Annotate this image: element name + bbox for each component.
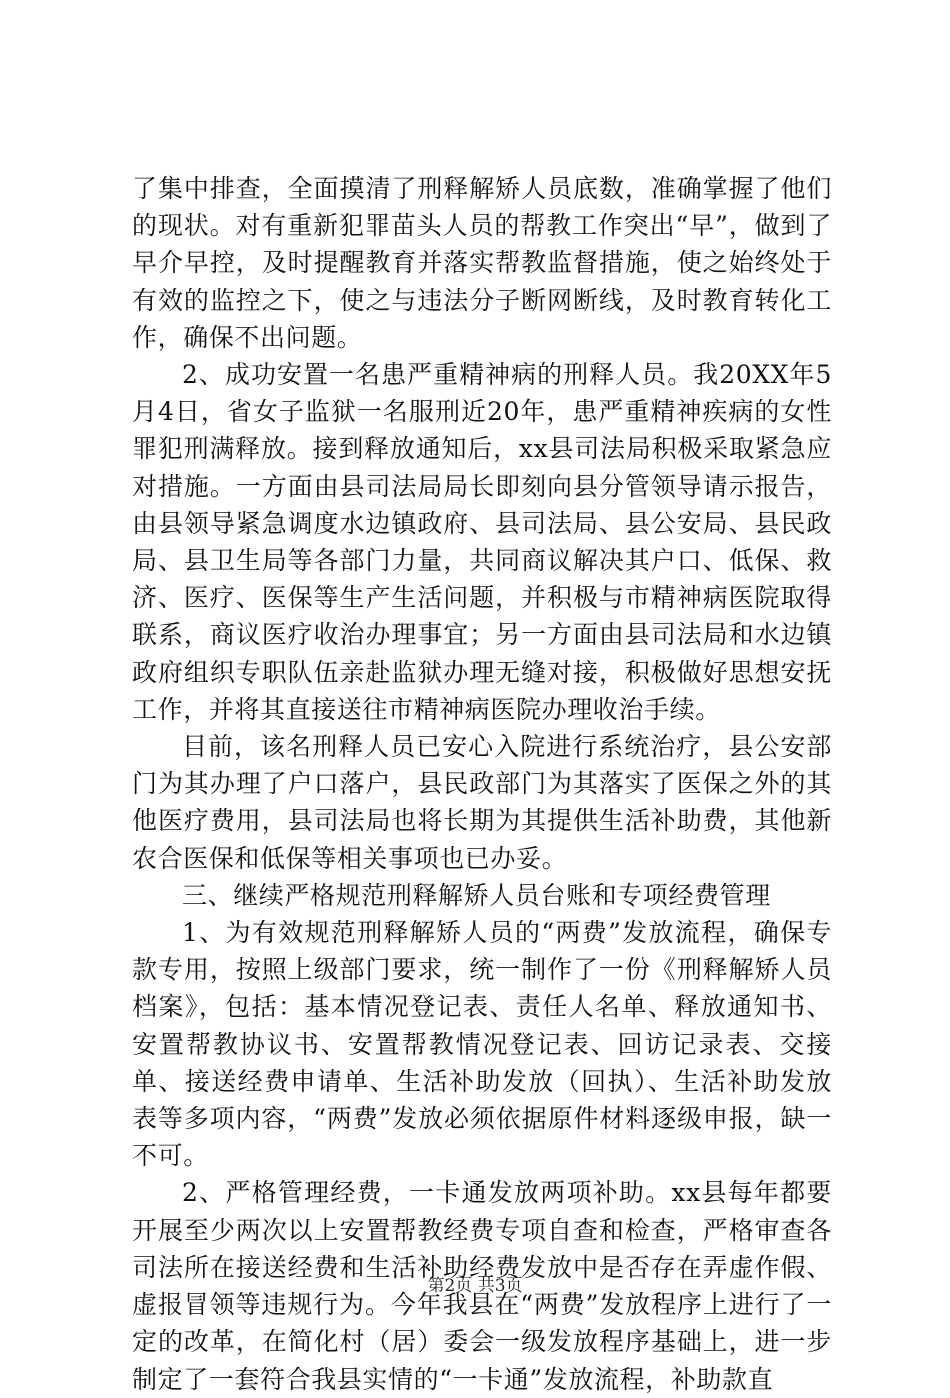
paragraph-2: 2、成功安置一名患严重精神病的刑释人员。我20XX年5月4日，省女子监狱一名服刑近20年，患严重精神疾病的女性罪犯刑满释放。接到释放通知后，xx县司法局积极采取紧急应对措施。一方面由县司法局局长即刻向县分管领导请示报告，由县领导紧急调度水边镇政府、县司法局、县公安局、县民政局、县卫生局等各部门力量，共同商议解决其户口、低保、救济、医疗、医保等生产生活问题，并积极与市精神病医院取得联系，商议医疗收治办理事宜；另一方面由县司法局和水边镇政府组织专职队伍亲赴监狱办理无缝对接，积极做好思想安抚工作，并将其直接送往市精神病医院办理收治手续。: [132, 360, 832, 724]
paragraph-3: 目前，该名刑释人员已安心入院进行系统治疗，县公安部门为其办理了户口落户，县民政部门为其落实了医保之外的其他医疗费用，县司法局也将长期为其提供生活补助费，其他新农合医保和低保等相关事项也已办妥。: [132, 732, 832, 873]
paragraph-1: 了集中排查，全面摸清了刑释解矫人员底数，准确掌握了他们的现状。对有重新犯罪苗头人员的帮教工作突出“早”，做到了早介早控，及时提醒教育并落实帮教监督措施，使之始终处于有效的监控之下，使之与违法分子断网断线，及时教育转化工作，确保不出问题。: [132, 174, 832, 352]
document-body: [132, 170, 832, 1398]
paragraph-4: 1、为有效规范刑释解矫人员的“两费”发放流程，确保专款专用，按照上级部门要求，统一制作了一份《刑释解矫人员档案》，包括：基本情况登记表、责任人名单、释放通知书、安置帮教协议书、安置帮教情况登记表、回访记录表、交接单、接送经费申请单、生活补助发放（回执）、生活补助发放表等多项内容，“两费”发放必须依据原件材料逐级申报，缺一不可。: [132, 918, 832, 1171]
page-number-footer: 第2页 共3页: [427, 1276, 523, 1296]
section-heading: 三、继续严格规范刑释解矫人员台账和专项经费管理: [182, 880, 771, 910]
paragraph-5: 2、严格管理经费，一卡通发放两项补助。xx县每年都要开展至少两次以上安置帮教经费专项自查和检查，严格审查各司法所在接送经费和生活补助经费发放中是否存在弄虚作假、虚报冒领等违规行为。今年我县在“两费”发放程序上进行了一定的改革，在简化村（居）委会一级发放程序基础上，进一步制定了一套符合我县实情的“一卡通”发放流程，补助款直: [132, 1178, 832, 1394]
